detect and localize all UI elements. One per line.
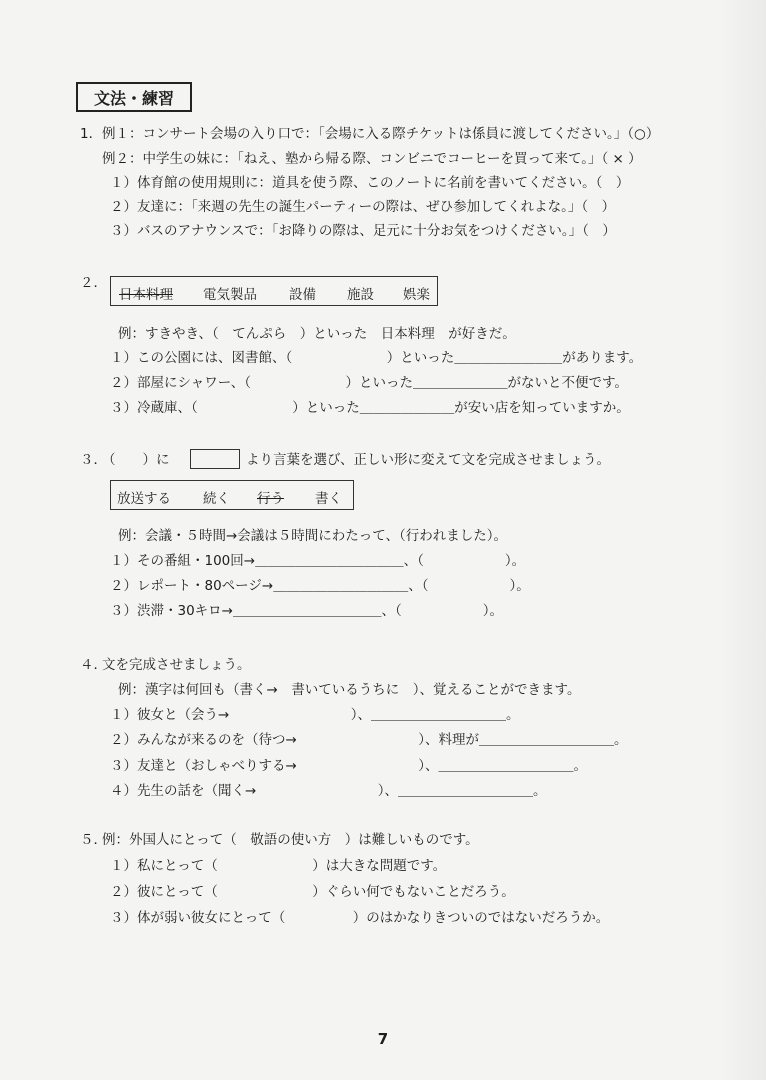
q3-number: ３． <box>80 452 107 468</box>
q3-word-box <box>110 480 354 510</box>
q5-example: 例：外国人にとって（ 敬語の使い方 ）は難しいものです。 <box>102 832 479 848</box>
q3-word: 続く <box>203 491 230 507</box>
q3-example: 例：会議・５時間→会議は５時間にわたって、（行われました）。 <box>118 528 508 544</box>
q5-item-1: １）私にとって（ ）は大きな問題です。 <box>110 858 447 874</box>
q5-item-3: ３）体が弱い彼女にとって（ ）のはかなりきついのではないだろうか。 <box>110 910 610 926</box>
q3-instruction-b: より言葉を選び、正しい形に変えて文を完成させましょう。 <box>246 452 610 468</box>
q4-number: ４． <box>80 657 107 673</box>
section-title: 文法・練習 <box>76 82 192 112</box>
q4-item-4: ４）先生の話を（聞く→ ）、＿＿＿＿＿＿＿＿＿＿。 <box>110 783 547 799</box>
q4-item-3: ３）友達と（おしゃべりする→ ）、＿＿＿＿＿＿＿＿＿＿。 <box>110 758 588 774</box>
q1-example-2: 例２：中学生の妹に：「ねえ、塾から帰る際、コンビニでコーヒーを買って来て。」（ × ） <box>102 151 642 167</box>
q5-number: ５． <box>80 832 107 848</box>
q1-item-2: ２）友達に：「来週の先生の誕生パーティーの際は、ぜひ参加してくれよな。」（ ） <box>110 199 616 215</box>
q2-word: 日本料理 <box>119 287 173 303</box>
q3-blank-box <box>190 449 240 469</box>
page-shadow <box>720 0 766 1080</box>
q3-word: 放送する <box>117 491 171 507</box>
q4-item-1: １）彼女と（会う→ ）、＿＿＿＿＿＿＿＿＿＿。 <box>110 707 520 723</box>
q2-word: 電気製品 <box>203 287 257 303</box>
q2-word: 娯楽 <box>403 287 430 303</box>
q1-item-1: １）体育館の使用規則に：道具を使う際、このノートに名前を書いてください。（ ） <box>110 175 630 191</box>
q4-item-2: ２）みんなが来るのを（待つ→ ）、料理が＿＿＿＿＿＿＿＿＿＿。 <box>110 732 628 748</box>
page-number: 7 <box>377 1030 389 1048</box>
q4-example: 例：漢字は何回も（書く→ 書いているうちに ）、覚えることができます。 <box>118 682 581 698</box>
q2-word: 施設 <box>347 287 374 303</box>
q2-number: ２． <box>80 275 107 291</box>
q2-word-box <box>110 276 438 306</box>
q5-item-2: ２）彼にとって（ ）ぐらい何でもないことだろう。 <box>110 884 515 900</box>
q3-word: 行う <box>257 491 284 507</box>
q2-item-1: １）この公園には、図書館、（ ）といった＿＿＿＿＿＿＿＿があります。 <box>110 350 643 366</box>
q2-word: 設備 <box>289 287 316 303</box>
q2-example: 例：すきやき、（ てんぷら ）といった 日本料理 が好きだ。 <box>118 326 516 342</box>
q3-item-2: ２）レポート・80ページ→＿＿＿＿＿＿＿＿＿＿、（ ）。 <box>110 578 530 594</box>
q2-item-3: ３）冷蔵庫、（ ）といった＿＿＿＿＿＿＿が安い店を知っていますか。 <box>110 400 630 416</box>
q3-word: 書く <box>315 491 342 507</box>
q4-instruction: 文を完成させましょう。 <box>102 657 251 673</box>
q2-item-2: ２）部屋にシャワー、（ ）といった＿＿＿＿＿＿＿がないと不便です。 <box>110 375 628 391</box>
q1-example-1: 例１：コンサート会場の入り口で：「会場に入る際チケットは係員に渡してください。」（○） <box>102 126 660 142</box>
q3-instruction-a: （ ）に <box>102 452 170 468</box>
q1-number: 1． <box>80 126 103 142</box>
q1-item-3: ３）バスのアナウンスで：「お降りの際は、足元に十分お気をつけください。」（ ） <box>110 223 616 239</box>
q3-item-1: １）その番組・100回→＿＿＿＿＿＿＿＿＿＿＿、（ ）。 <box>110 553 526 569</box>
q3-item-3: ３）渋滞・30キロ→＿＿＿＿＿＿＿＿＿＿＿、（ ）。 <box>110 603 503 619</box>
